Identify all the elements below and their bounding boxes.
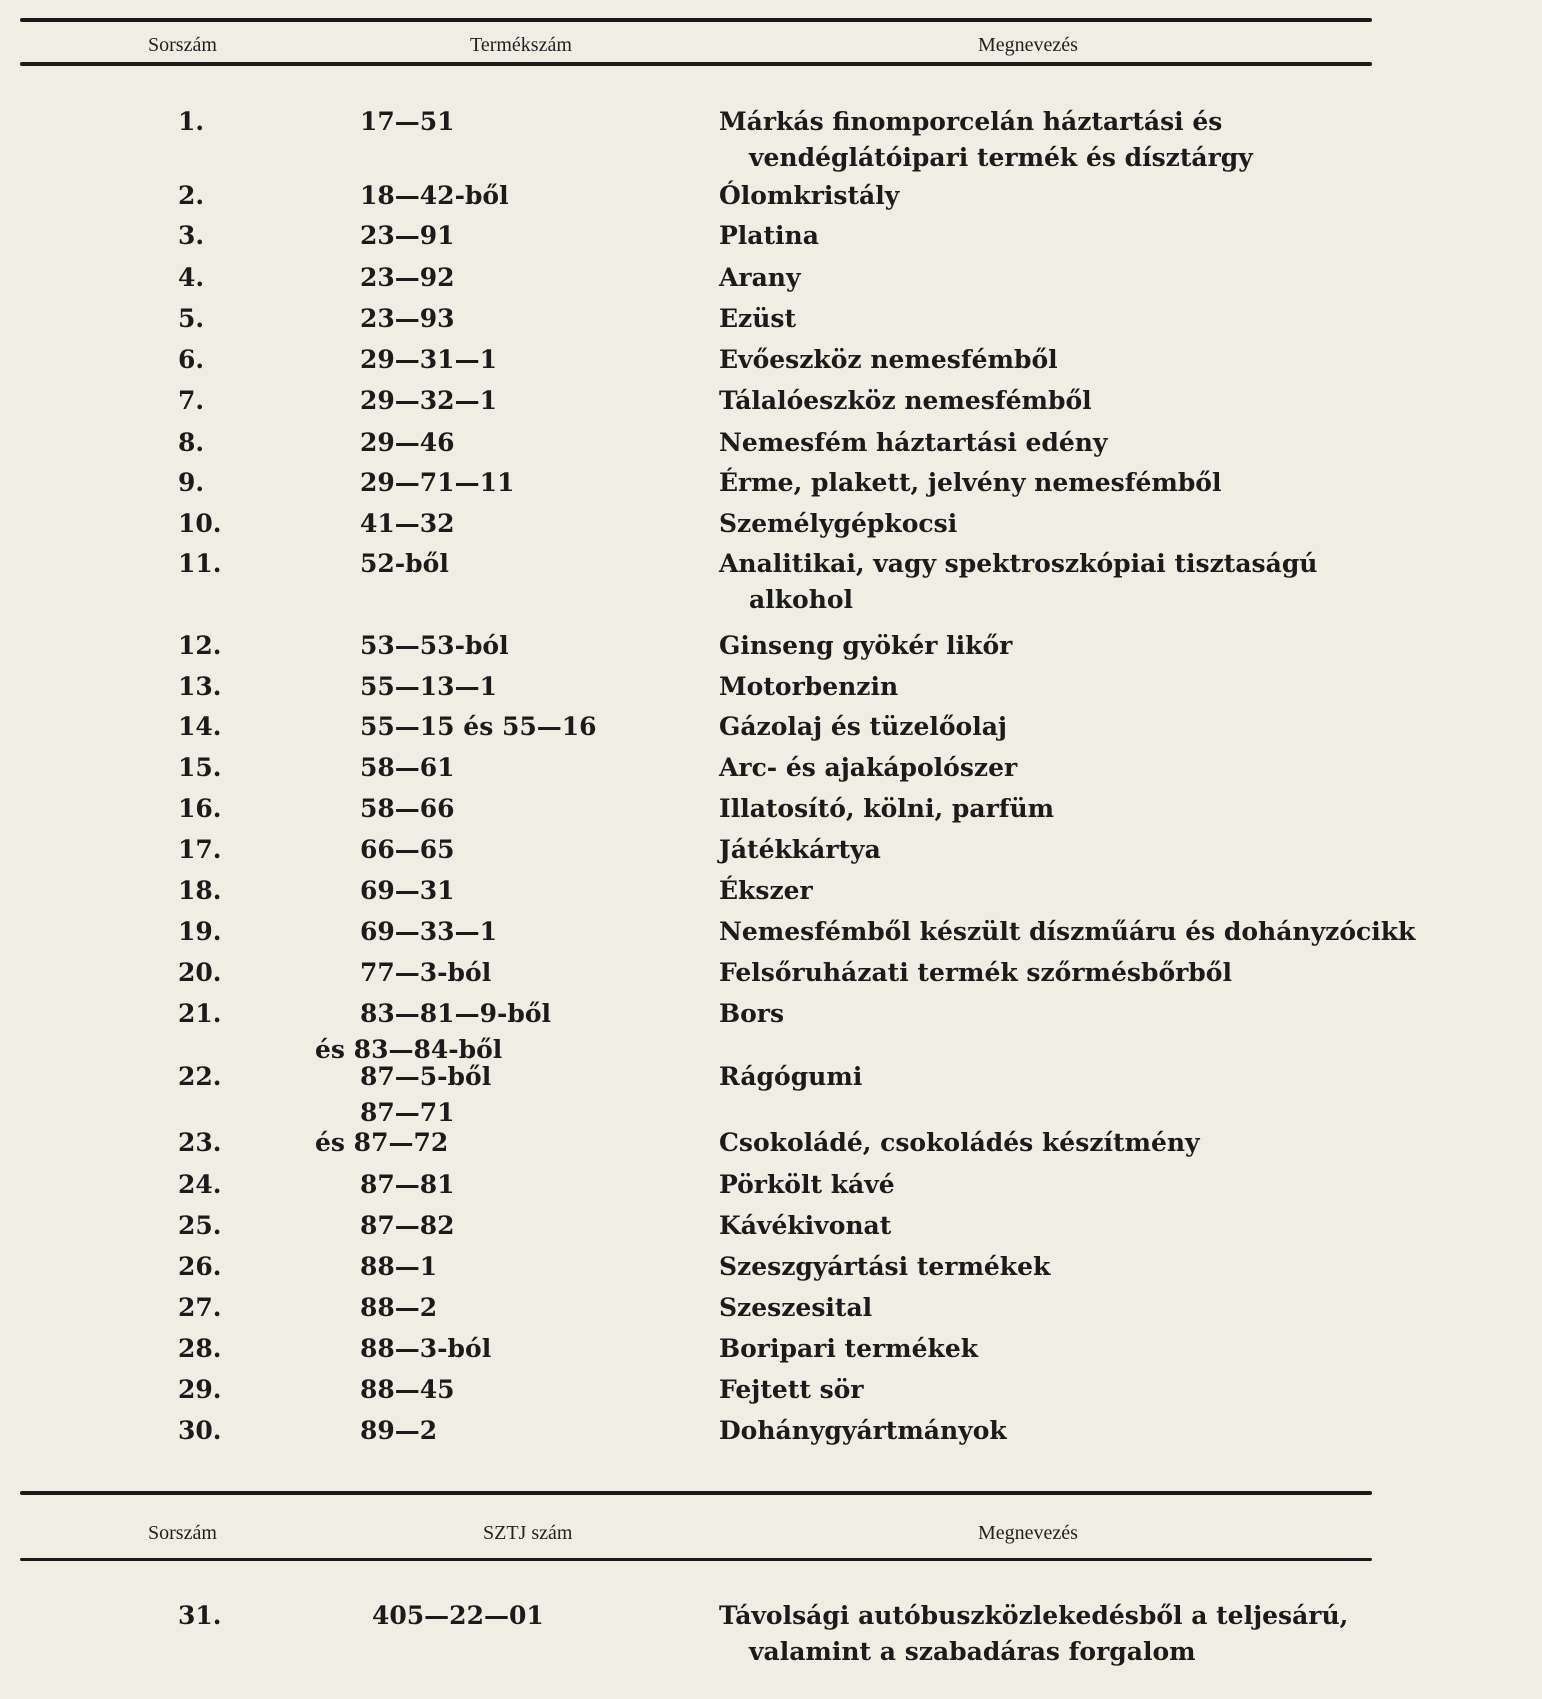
product-code: 88—45 [360,1375,455,1404]
product-name: Ginseng gyökér likőr [719,631,1013,660]
product-code: 77—3-ból [360,958,492,987]
product-name: Fejtett sör [719,1375,864,1404]
product-code-cell [315,1125,660,1161]
product-name-cell [719,425,1379,461]
product-name-continued: vendéglátóipari termék és dísztárgy [749,143,1253,172]
row-number: 29. [178,1375,222,1404]
row-number: 10. [178,509,222,538]
product-name: Evőeszköz nemesfémből [719,345,1058,374]
product-code: 405—22—01 [372,1601,544,1630]
row-number: 25. [178,1211,222,1240]
product-name: Bors [719,999,785,1028]
product-code-cell [360,1413,660,1449]
product-code: 29—71—11 [360,468,515,497]
header-termekszam: Termékszám [470,34,572,56]
product-name: Játékkártya [719,835,881,864]
product-code: 88—3-ból [360,1334,492,1363]
product-name: Márkás finomporcelán háztartási és [719,107,1223,136]
row-number: 12. [178,631,222,660]
product-code: 41—32 [360,509,455,538]
product-name-cell [719,628,1379,664]
product-name-cell [719,955,1379,991]
product-name-cell [719,914,1416,950]
product-name-cell [719,178,1379,214]
row-number: 21. [178,999,222,1028]
product-code-cell [360,425,660,461]
header-sorszam: Sorszám [148,34,217,56]
product-name-cell [719,791,1379,827]
product-name-cell [719,546,1379,618]
product-code-cell [360,1290,660,1326]
row-number: 20. [178,958,222,987]
product-code: 58—61 [360,753,455,782]
product-code-cell [360,955,660,991]
row-number: 7. [178,386,205,415]
product-name-cell [719,669,1379,705]
product-name: Csokoládé, csokoládés készítmény [719,1128,1200,1157]
product-name-cell [719,342,1379,378]
product-name-cell [719,1125,1379,1161]
table2-top-rule [20,1491,1372,1495]
table-top-rule [20,18,1372,22]
row-number: 17. [178,835,222,864]
product-name-cell [719,1372,1379,1408]
product-name: Illatosító, kölni, parfüm [719,794,1055,823]
product-code: 29—31—1 [360,345,497,374]
header2-megnevezes: Megnevezés [978,1522,1078,1544]
product-name-cell [719,465,1379,501]
product-name: Analitikai, vagy spektroszkópiai tisztaságú [719,549,1318,578]
product-code-cell [360,260,660,296]
row-number: 14. [178,712,222,741]
product-code: 29—32—1 [360,386,497,415]
product-code-cell [360,750,660,786]
product-code-cell [360,832,660,868]
product-name-cell [719,1249,1379,1285]
product-name: Szeszgyártási termékek [719,1252,1051,1281]
product-name: Rágógumi [719,1062,863,1091]
product-name-cell [719,1290,1379,1326]
product-name-cell [719,301,1379,337]
product-code: 58—66 [360,794,455,823]
row-number: 28. [178,1334,222,1363]
product-code: 23—93 [360,304,455,333]
product-code: 29—46 [360,428,455,457]
row-number: 2. [178,181,205,210]
row-number: 1. [178,107,205,136]
row-number: 30. [178,1416,222,1445]
product-code: 55—15 és 55—16 [360,712,597,741]
product-code: 23—91 [360,221,455,250]
product-name: Személygépkocsi [719,509,958,538]
product-code-cell [360,546,660,582]
product-name: Tálalóeszköz nemesfémből [719,386,1092,415]
product-name: Dohánygyártmányok [719,1416,1007,1445]
row-number: 27. [178,1293,222,1322]
product-name: Pörkölt kávé [719,1170,895,1199]
product-name: Nemesfémből készült díszműáru és dohányzócikk [719,917,1416,946]
product-code-continued: és 83—84-ből [315,1035,503,1064]
product-name-cell [719,104,1379,176]
table2-header-rule [20,1558,1372,1561]
row-number: 8. [178,428,205,457]
header2-sorszam: Sorszám [148,1522,217,1544]
product-code-cell [360,1059,660,1131]
product-name-cell [719,1598,1379,1670]
product-code-cell [360,914,660,950]
product-name-cell [719,260,1379,296]
product-code-cell [360,873,660,909]
product-code: 69—31 [360,876,455,905]
product-name-cell [719,832,1379,868]
product-name-cell [719,1413,1379,1449]
product-code: 88—1 [360,1252,438,1281]
product-name: Ólomkristály [719,181,900,210]
product-code: 53—53-ból [360,631,509,660]
row-number: 3. [178,221,205,250]
row-number: 23. [178,1128,222,1157]
product-name: Platina [719,221,819,250]
product-name-continued: alkohol [749,585,854,614]
product-name-cell [719,709,1379,745]
product-code-cell [360,1208,660,1244]
product-name-cell [719,1331,1379,1367]
header2-sztj-szam: SZTJ szám [483,1522,573,1544]
product-name: Szeszesital [719,1293,873,1322]
row-number: 5. [178,304,205,333]
product-name-cell [719,873,1379,909]
row-number: 22. [178,1062,222,1091]
product-name: Ékszer [719,876,813,905]
product-code: 87—5-ből [360,1062,492,1091]
product-code: 55—13—1 [360,672,497,701]
product-code-cell [360,104,660,140]
product-name-cell [719,996,1379,1032]
product-name: Felsőruházati termék szőrmésbőrből [719,958,1232,987]
row-number: 18. [178,876,222,905]
header-megnevezes: Megnevezés [978,34,1078,56]
product-code-cell [360,1249,660,1285]
product-code-cell [360,342,660,378]
product-code-cell [360,301,660,337]
product-name: Ezüst [719,304,797,333]
product-name-cell [719,750,1379,786]
product-code: 87—82 [360,1211,455,1240]
row-number: 4. [178,263,205,292]
product-code: és 87—72 [315,1128,449,1157]
product-code: 17—51 [360,107,455,136]
product-name-cell [719,1167,1379,1203]
product-name-cell [719,383,1379,419]
product-name: Nemesfém háztartási edény [719,428,1108,457]
product-name: Kávékivonat [719,1211,892,1240]
product-name-cell [719,218,1379,254]
product-name-continued: valamint a szabadáras forgalom [749,1637,1196,1666]
row-number: 16. [178,794,222,823]
row-number: 9. [178,468,205,497]
product-name: Arany [719,263,801,292]
product-code: 69—33—1 [360,917,497,946]
product-code-cell [372,1598,672,1634]
product-name: Arc- és ajakápolószer [719,753,1018,782]
product-code: 83—81—9-ből [360,999,552,1028]
product-code: 52-ből [360,549,449,578]
product-code: 18—42-ből [360,181,509,210]
product-code-cell [360,1331,660,1367]
product-name: Érme, plakett, jelvény nemesfémből [719,468,1222,497]
product-code-cell [360,383,660,419]
product-code-cell [360,709,660,745]
product-code-cell [360,1167,660,1203]
product-name-cell [719,1208,1379,1244]
product-code-cell [360,669,660,705]
product-code-cell [315,996,660,1068]
product-name: Boripari termékek [719,1334,979,1363]
product-code-cell [360,178,660,214]
row-number: 31. [178,1601,222,1630]
product-code: 87—81 [360,1170,455,1199]
product-code-cell [360,791,660,827]
product-code-continued: 87—71 [360,1098,455,1127]
product-code-cell [360,218,660,254]
product-code-cell [360,628,660,664]
product-name-cell [719,1059,1379,1095]
table-header-rule [20,62,1372,66]
product-code-cell [360,506,660,542]
product-code: 89—2 [360,1416,438,1445]
row-number: 6. [178,345,205,374]
product-name: Gázolaj és tüzelőolaj [719,712,1007,741]
row-number: 13. [178,672,222,701]
product-name: Motorbenzin [719,672,899,701]
product-name: Távolsági autóbuszközlekedésből a teljesárú, [719,1601,1349,1630]
product-code: 23—92 [360,263,455,292]
row-number: 11. [178,549,222,578]
product-name-cell [719,506,1379,542]
product-code: 66—65 [360,835,455,864]
product-code: 88—2 [360,1293,438,1322]
row-number: 15. [178,753,222,782]
row-number: 24. [178,1170,222,1199]
product-code-cell [360,1372,660,1408]
row-number: 26. [178,1252,222,1281]
product-code-cell [360,465,660,501]
row-number: 19. [178,917,222,946]
